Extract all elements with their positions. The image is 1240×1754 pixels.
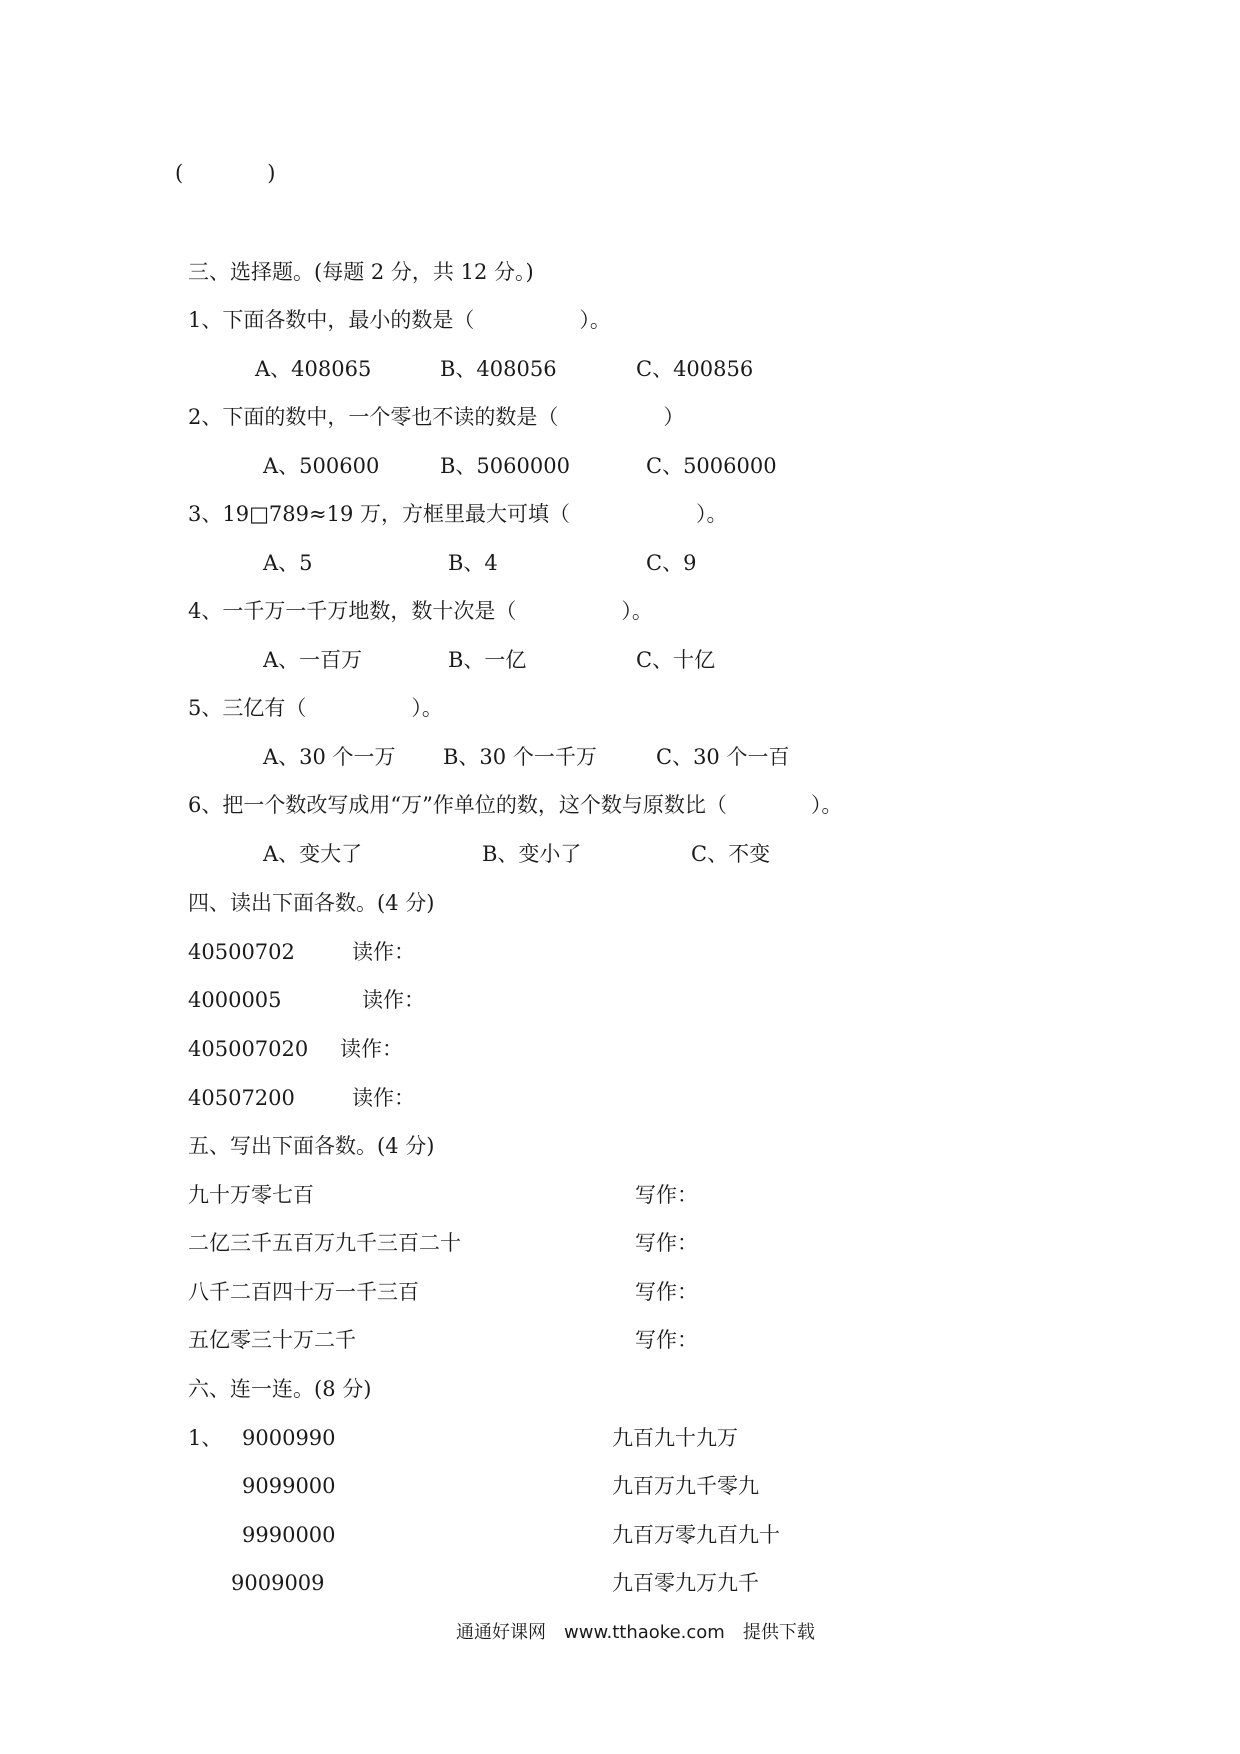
read-number-1: 40500702 [188,940,295,964]
match-left-4: 9009009 [231,1571,325,1595]
q2-option-a: A、500600 [263,454,380,478]
question-1: 1、下面各数中，最小的数是（ ）。 [188,308,611,332]
q4-option-c: C、十亿 [636,648,716,672]
footer-credit: 通通好课网 www.tthaoke.com 提供下载 [456,1622,815,1643]
match-right-2: 九百万九千零九 [612,1474,759,1498]
match-right-3: 九百万零九百九十 [612,1523,780,1547]
match-left-1: 9000990 [242,1426,336,1450]
q5-option-b: B、30 个一千万 [443,745,597,769]
write-label-3: 写作： [635,1280,698,1304]
q3-option-a: A、5 [263,551,313,575]
q3-option-b: B、4 [448,551,498,575]
match-index: 1、 [188,1426,223,1450]
section-three-title: 三、选择题。(每题 2 分，共 12 分。) [188,260,534,284]
read-label-3: 读作： [340,1037,403,1061]
write-label-1: 写作： [635,1183,698,1207]
read-label-1: 读作： [352,940,415,964]
match-left-2: 9099000 [242,1474,336,1498]
question-6: 6、把一个数改写成用“万”作单位的数，这个数与原数比（ ）。 [188,793,843,817]
read-label-2: 读作： [362,988,425,1012]
read-number-3: 405007020 [188,1037,309,1061]
read-number-2: 4000005 [188,988,282,1012]
q6-option-a: A、变大了 [263,842,363,866]
q2-option-c: C、5006000 [646,454,777,478]
q2-option-b: B、5060000 [440,454,570,478]
q4-option-a: A、一百万 [263,648,363,672]
q1-option-a: A、408065 [255,357,372,381]
q6-option-c: C、不变 [691,842,771,866]
section-four-title: 四、读出下面各数。(4 分) [188,891,435,915]
question-2: 2、下面的数中，一个零也不读的数是（ ） [188,405,685,429]
question-3: 3、19□789≈19 万，方框里最大可填（ ）。 [188,502,728,526]
top-bracket: ( ) [175,161,276,185]
section-five-title: 五、写出下面各数。(4 分) [188,1134,435,1158]
match-right-1: 九百九十九万 [612,1426,738,1450]
read-number-4: 40507200 [188,1086,295,1110]
read-label-4: 读作： [352,1086,415,1110]
q5-option-a: A、30 个一万 [263,745,396,769]
q5-option-c: C、30 个一百 [656,745,790,769]
write-label-2: 写作： [635,1231,698,1255]
write-words-4: 五亿零三十万二千 [188,1328,356,1352]
write-words-3: 八千二百四十万一千三百 [188,1280,419,1304]
q4-option-b: B、一亿 [448,648,527,672]
write-words-2: 二亿三千五百万九千三百二十 [188,1231,461,1255]
write-label-4: 写作： [635,1328,698,1352]
q1-option-c: C、400856 [636,357,754,381]
q6-option-b: B、变小了 [482,842,582,866]
q3-option-c: C、9 [646,551,697,575]
question-4: 4、一千万一千万地数，数十次是（ ）。 [188,599,653,623]
match-left-3: 9990000 [242,1523,336,1547]
question-5: 5、三亿有（ ）。 [188,696,443,720]
q1-option-b: B、408056 [440,357,557,381]
write-words-1: 九十万零七百 [188,1183,314,1207]
section-six-title: 六、连一连。(8 分) [188,1377,372,1401]
match-right-4: 九百零九万九千 [612,1571,759,1595]
